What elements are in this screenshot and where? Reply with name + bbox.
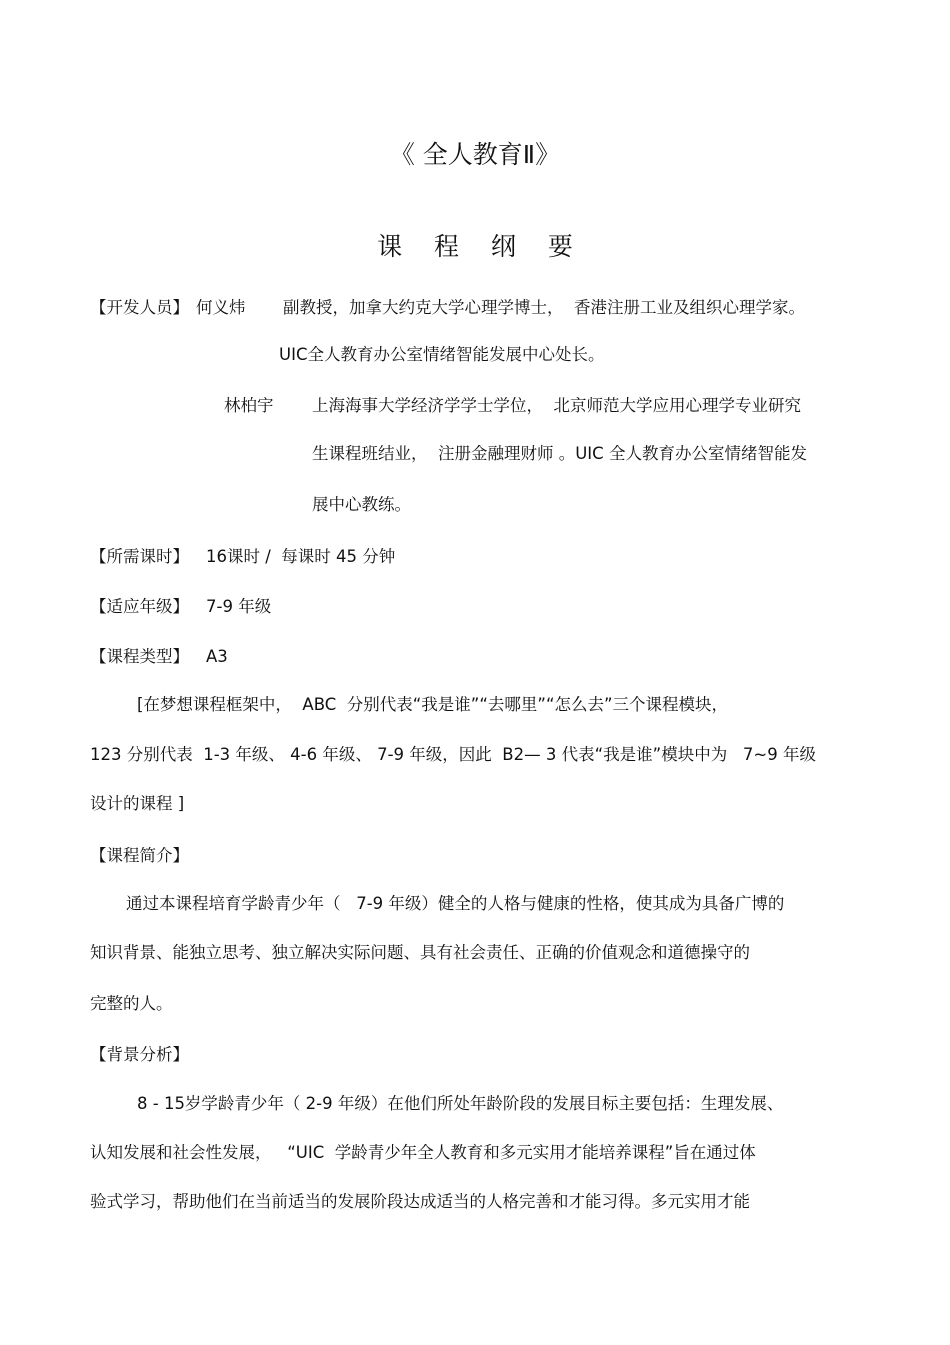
background-line-3: 验式学习，帮助他们在当前适当的发展阶段达成适当的人格完善和才能习得。多元实用才能: [90, 1192, 750, 1211]
note-line-1: [在梦想课程框架中， ABC 分别代表“我是谁”“去哪里”“怎么去”三个课程模块，: [137, 695, 729, 714]
hours-value: 16课时 / 每课时 45 分钟: [206, 547, 396, 566]
developer-1-desc-line-1: 副教授，加拿大约克大学心理学博士， 香港注册工业及组织心理学家。: [283, 298, 805, 317]
developer-2-desc-line-3: 展中心教练。: [312, 495, 411, 514]
developer-1-name: 何义炜: [196, 298, 246, 317]
developer-1-desc-line-2: UIC全人教育办公室情绪智能发展中心处长。: [279, 345, 605, 364]
developers-label: 【开发人员】: [90, 298, 189, 317]
developer-2-name: 林柏宇: [224, 396, 274, 415]
hours-label: 【所需课时】: [90, 547, 189, 566]
intro-line-1: 通过本课程培育学龄青少年（ 7-9 年级）健全的人格与健康的性格，使其成为具备广博的: [126, 894, 785, 913]
developer-2-desc-line-2: 生课程班结业， 注册金融理财师 。UIC 全人教育办公室情绪智能发: [312, 444, 807, 463]
type-label: 【课程类型】: [90, 647, 189, 666]
note-line-3: 设计的课程 ]: [90, 794, 185, 813]
grade-label: 【适应年级】: [90, 597, 189, 616]
developer-2-desc-line-1: 上海海事大学经济学学士学位， 北京师范大学应用心理学专业研究: [312, 396, 801, 415]
intro-line-2: 知识背景、能独立思考、独立解决实际问题、具有社会责任、正确的价值观念和道德操守的: [90, 943, 750, 962]
background-label: 【背景分析】: [90, 1045, 189, 1064]
background-line-2: 认知发展和社会性发展， “UIC 学龄青少年全人教育和多元实用才能培养课程”旨在通过体: [90, 1143, 756, 1162]
grade-value: 7-9 年级: [206, 597, 272, 616]
note-line-2: 123 分别代表 1-3 年级、 4-6 年级、 7-9 年级，因此 B2— 3 代表“我是谁”模块中为 7~9 年级: [90, 745, 816, 764]
intro-label: 【课程简介】: [90, 846, 189, 865]
type-value: A3: [206, 647, 228, 666]
course-title: 《 全人教育Ⅱ》: [389, 140, 561, 169]
intro-line-3: 完整的人。: [90, 994, 173, 1013]
course-outline-heading: 课 程 纲 要: [377, 232, 585, 261]
background-line-1: 8 - 15岁学龄青少年（ 2-9 年级）在他们所处年龄阶段的发展目标主要包括：生理发展、: [137, 1094, 784, 1113]
